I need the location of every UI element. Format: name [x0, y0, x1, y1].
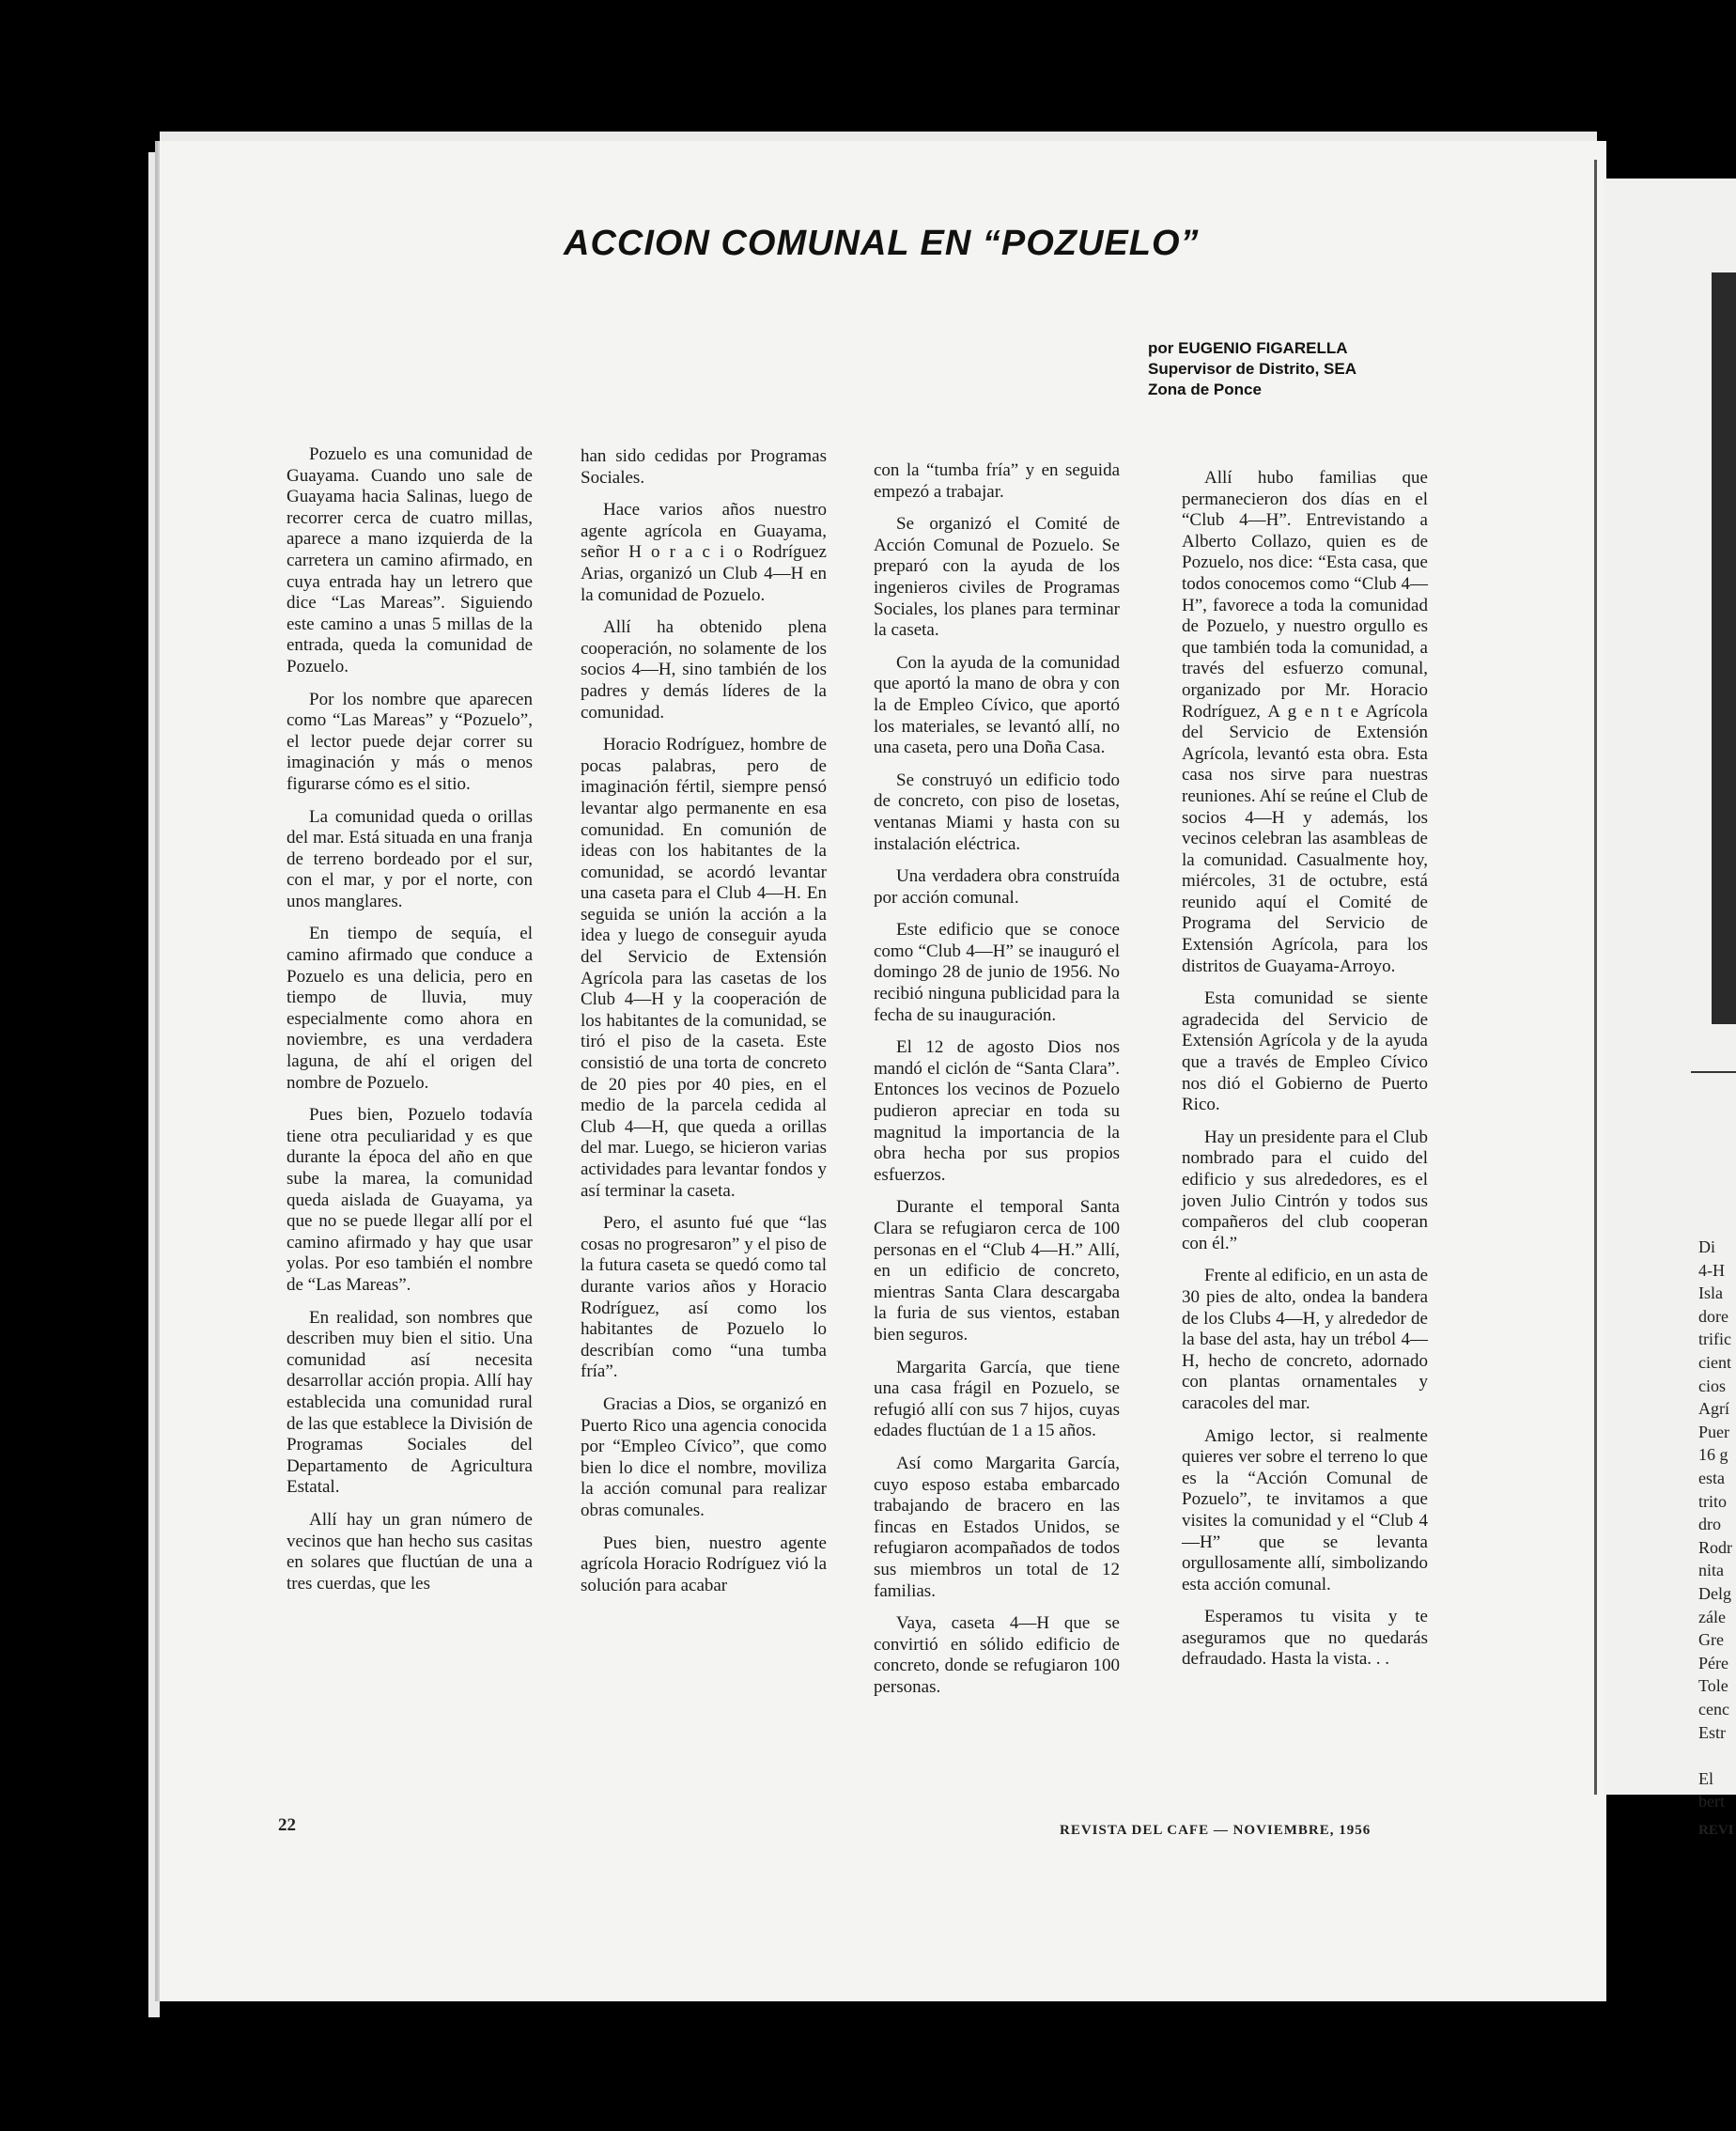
adjacent-text-fragment: Di — [1698, 1237, 1715, 1256]
paragraph: Pues bien, nuestro agente agrícola Horacio Rodríguez vió la solución para acabar — [581, 1532, 827, 1595]
adjacent-text-fragment: Pére — [1698, 1653, 1728, 1672]
paragraph: Pero, el asunto fué que “las cosas no progresaron” y el piso de la futura caseta se quedó como tal durante varios años y Horacio Rodríguez, así como los habitantes de Pozuelo lo describían como “una tumba fría”. — [581, 1213, 827, 1382]
paragraph: Con la ayuda de la comunidad que aportó la mano de obra y con la de Empleo Cívico, que aportó los materiales, se levantó allí, no una caseta, pero una Doña Casa. — [874, 652, 1120, 758]
paragraph: Amigo lector, si realmente quieres ver sobre el terreno lo que es la “Acción Comunal de Pozuelo”, te invitamos a que visites la comunidad y el “Club 4—H” que se levanta orgullosamente allí, simbolizando esta acción comunal. — [1182, 1425, 1428, 1594]
paragraph: Esperamos tu visita y te aseguramos que no quedarás defraudado. Hasta la vista. . . — [1182, 1607, 1428, 1670]
paragraph: Gracias a Dios, se organizó en Puerto Rico una agencia conocida por “Empleo Cívico”, que como bien lo dice el nombre, moviliza la acción comunal para realizar obras comunales. — [581, 1393, 827, 1520]
paragraph: Allí hay un gran número de vecinos que han hecho sus casitas en solares que fluctúan de una a tres cuerdas, que les — [287, 1509, 533, 1594]
adjacent-text-fragment: dore — [1698, 1306, 1728, 1326]
paragraph: Vaya, caseta 4—H que se convirtió en sólido edificio de concreto, donde se refugiaron 100 personas. — [874, 1613, 1120, 1697]
paragraph: Este edificio que se conoce como “Club 4—H” se inauguró el domingo 28 de junio de 1956. No recibió ninguna publicidad para la fecha de su inauguración. — [874, 920, 1120, 1025]
adjacent-text-fragment: 4-H — [1698, 1260, 1725, 1280]
paragraph: Hay un presidente para el Club nombrado para el cuido del edificio y sus alrededores, es el joven Julio Cintrón y todos sus compañeros del club cooperan con él.” — [1182, 1127, 1428, 1253]
paragraph: El 12 de agosto Dios nos mandó el ciclón de “Santa Clara”. Entonces los vecinos de Pozuelo pudieron apreciar en toda su magnitud la importancia de la obra hecha por sus propios esfuerzos. — [874, 1037, 1120, 1185]
adjacent-text-fragment: Gre — [1698, 1630, 1724, 1650]
adjacent-page-footer: REVI — [1698, 1823, 1734, 1838]
paragraph: Allí hubo familias que permanecieron dos días en el “Club 4—H”. Entrevistando a Alberto Collazo, quien es de Pozuelo, nos dice: “Esta casa, que todos conocemos como “Club 4—H”, favorece a toda la comunidad de Pozuelo, y nuestro orgullo es que también toda la comunidad, a través del esfuerzo comunal, organizado por Mr. Horacio Rodríguez, A g e n t e Agrícola del Servicio de Extensión Agrícola, levantó esta obra. Esta casa nos sirve para nuestras reuniones. Ahí se reúne el Club de socios 4—H y además, los vecinos celebran las asambleas de la comunidad. Casualmente hoy, miércoles, 31 de octubre, está reunido aquí el Comité de Programa del Servicio de Extensión Agrícola, para los distritos de Guayama-Arroyo. — [1182, 468, 1428, 976]
paragraph: Hace varios años nuestro agente agrícola en Guayama, señor H o r a c i o Rodríguez Arias, organizó un Club 4—H en la comunidad de Pozuelo. — [581, 500, 827, 605]
byline-author: por EUGENIO FIGARELLA — [1148, 339, 1348, 357]
text-column-4 — [1182, 468, 1428, 1682]
adjacent-text-fragment: cios — [1698, 1376, 1726, 1395]
paragraph: En realidad, son nombres que describen muy bien el sitio. Una comunidad así necesita desarrollar acción propia. Allí hay establecida una comunidad rural de las que establece la División de Programas Sociales del Departamento de Agricultura Estatal. — [287, 1307, 533, 1498]
page-number: 22 — [278, 1815, 296, 1835]
adjacent-text-fragment: trific — [1698, 1330, 1731, 1349]
byline-role: Supervisor de Distrito, SEA — [1148, 360, 1356, 378]
paragraph: La comunidad queda o orillas del mar. Está situada en una franja de terreno bordeado por el sur, con el mar, y por el norte, con unos manglares. — [287, 806, 533, 911]
paragraph: Esta comunidad se siente agradecida del Servicio de Extensión Agrícola y de la ayuda que a través de Empleo Cívico nos dió el Gobierno de Puerto Rico. — [1182, 988, 1428, 1115]
adjacent-text-fragment: Agrí — [1698, 1399, 1729, 1419]
adjacent-text-fragment: dro — [1698, 1515, 1721, 1534]
magazine-footer: REVISTA DEL CAFE — NOVIEMBRE, 1956 — [1060, 1823, 1372, 1838]
paragraph: Horacio Rodríguez, hombre de pocas palabras, pero de imaginación fértil, siempre pensó levantar algo permanente en esa comunidad. En comunión de ideas con los habitantes de la comunidad, se acordó levantar una caseta para el Club 4—H. En seguida se unión la acción a la idea y luego de conseguir ayuda del Servicio de Extensión Agrícola para las casetas de los Club 4—H y la cooperación de los habitantes de la comunidad, se tiró el piso de la caseta. Este consistió de una torta de concreto de 20 pies por 40 pies, en el medio de la parcela cedida al Club 4—H, que queda a orillas del mar. Luego, se hicieron varias actividades para levantar fondos y así terminar la caseta. — [581, 735, 827, 1201]
adjacent-text-fragment: bert — [1698, 1792, 1725, 1812]
paragraph: Por los nombre que aparecen como “Las Mareas” y “Pozuelo”, el lector puede dejar correr su imaginación y más o menos figurarse cómo es el sitio. — [287, 689, 533, 794]
paragraph: Así como Margarita García, cuyo esposo estaba embarcado trabajando de bracero en las fincas en Estados Unidos, se refugiaron acompañados de todos sus miembros un total de 12 familias. — [874, 1453, 1120, 1601]
text-column-3 — [874, 460, 1120, 1709]
adjacent-text-fragment: Delg — [1698, 1584, 1731, 1603]
byline — [1148, 338, 1356, 400]
adjacent-text-fragment: Puer — [1698, 1422, 1729, 1441]
adjacent-text-fragment: cenc — [1698, 1700, 1729, 1719]
adjacent-text-fragment: esta — [1698, 1469, 1725, 1487]
article-title: ACCION COMUNAL EN “POZUELO” — [564, 224, 1200, 263]
paragraph: Pues bien, Pozuelo todavía tiene otra peculiaridad y es que durante la época del año en que sube la marea, la comunidad queda aislada de Guayama, ya que no se puede llegar allí por el camino afirmado y hay que usar yolas. Por eso también el nombre de “Las Mareas”. — [287, 1105, 533, 1295]
adjacent-text-fragment: El — [1698, 1768, 1713, 1788]
text-column-1 — [287, 444, 533, 1606]
adjacent-text-fragment: cient — [1698, 1353, 1731, 1372]
adjacent-text-fragment: nita — [1698, 1561, 1724, 1580]
page-gutter — [1594, 160, 1597, 1795]
adjacent-text-fragment: trito — [1698, 1491, 1727, 1511]
paragraph: En tiempo de sequía, el camino afirmado que conduce a Pozuelo es una delicia, pero en tiempo de lluvia, muy especialmente como ahora en noviembre, es una verdadera laguna, de ahí el origen del nombre de Pozuelo. — [287, 924, 533, 1093]
adjacent-page-photo — [1712, 272, 1736, 1024]
paragraph: Allí ha obtenido plena cooperación, no solamente de los socios 4—H, sino también de los padres y demás líderes de la comunidad. — [581, 617, 827, 723]
adjacent-text-fragment: Isla — [1698, 1283, 1723, 1303]
text-column-2 — [581, 446, 827, 1608]
paragraph: Margarita García, que tiene una casa frágil en Pozuelo, se refugió allí con sus 7 hijos, cuyas edades fluctúan de 1 a 15 años. — [874, 1357, 1120, 1441]
adjacent-text-fragment: 16 g — [1698, 1445, 1728, 1465]
paragraph: Pozuelo es una comunidad de Guayama. Cuando uno sale de Guayama hacia Salinas, luego de recorrer cerca de cuatro millas, aparece a mano izquierda de la carretera un camino afirmado, en cuya entrada hay un letrero que dice “Las Mareas”. Siguiendo este camino a unas 5 millas de la entrada, queda la comunidad de Pozuelo. — [287, 444, 533, 677]
adjacent-text-fragment: Tole — [1698, 1676, 1728, 1696]
paragraph: con la “tumba fría” y en seguida empezó a trabajar. — [874, 460, 1120, 502]
adjacent-page-rule — [1691, 1071, 1736, 1073]
adjacent-text-fragment: Estr — [1698, 1722, 1726, 1742]
paragraph: Una verdadera obra construída por acción comunal. — [874, 866, 1120, 908]
paragraph: Se organizó el Comité de Acción Comunal de Pozuelo. Se preparó con la ayuda de los ingenieros civiles de Programas Sociales, los planes para terminar la caseta. — [874, 514, 1120, 641]
byline-zone: Zona de Ponce — [1148, 381, 1262, 398]
adjacent-text-fragment: Rodr — [1698, 1537, 1732, 1557]
paragraph: Durante el temporal Santa Clara se refugiaron cerca de 100 personas en el “Club 4—H.” Allí, en un edificio de concreto, mientras Santa Clara descargaba la furia de sus vientos, estaban bien seguros. — [874, 1197, 1120, 1345]
paragraph: han sido cedidas por Programas Sociales. — [581, 446, 827, 488]
paragraph: Se construyó un edificio todo de concreto, con piso de losetas, ventanas Miami y hasta con su instalación eléctrica. — [874, 770, 1120, 854]
adjacent-text-fragment: zále — [1698, 1607, 1726, 1626]
paragraph: Frente al edificio, en un asta de 30 pies de alto, ondea la bandera de los Clubs 4—H, y alrededor de la base del asta, hay un trébol 4—H, hecho de concreto, adornado con plantas ornamentales y caracoles del mar. — [1182, 1266, 1428, 1413]
